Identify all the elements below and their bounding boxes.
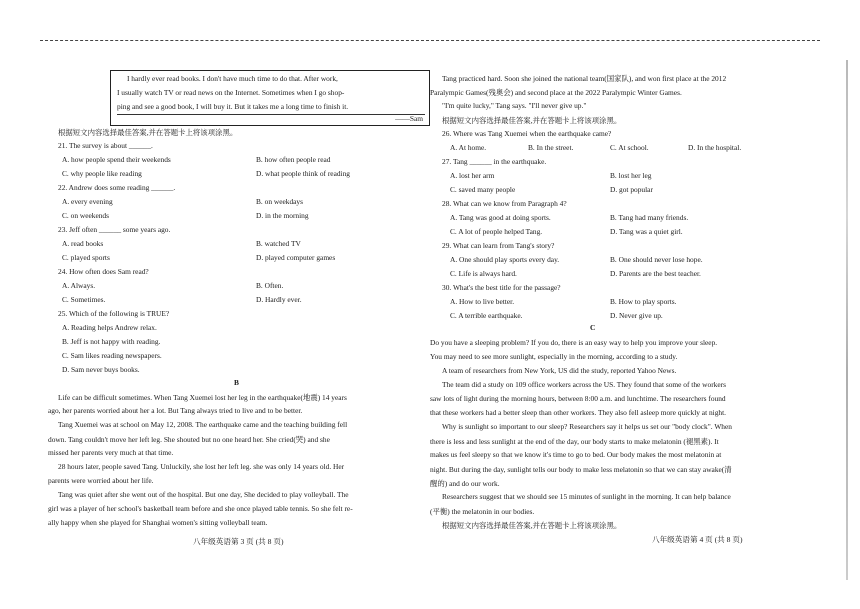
option-30-b[interactable]: B. How to play sports. [610, 297, 677, 306]
option-30-d[interactable]: D. Never give up. [610, 311, 663, 320]
option-25-a[interactable]: A. Reading helps Andrew relax. [62, 323, 157, 332]
option-27-c[interactable]: C. saved many people [450, 185, 516, 194]
question-24: 24. How often does Sam read? [58, 267, 149, 276]
option-27-a[interactable]: A. lost her arm [450, 171, 495, 180]
passage-c-line: 醒的) and do our work. [430, 479, 500, 488]
option-24-a[interactable]: A. Always. [62, 281, 96, 290]
passage-c-line: saw lots of light during the morning hours, between 8:00 a.m. and lunchtime. The researchers found [430, 394, 726, 403]
option-28-b[interactable]: B. Tang had many friends. [610, 213, 689, 222]
option-24-d[interactable]: D. Hardly ever. [256, 295, 302, 304]
section-b-heading: B [234, 378, 239, 387]
box-line: I usually watch TV or read news on the Internet. Sometimes when I go shop- [117, 88, 345, 97]
question-22: 22. Andrew does some reading ______. [58, 183, 176, 192]
option-29-a[interactable]: A. One should play sports every day. [450, 255, 560, 264]
box-signature: ——Sam [395, 114, 423, 123]
passage-b-line: Tang Xuemei was at school on May 12, 2008. The earthquake came and the teaching building fell [58, 420, 348, 429]
option-26-b[interactable]: B. In the street. [528, 143, 574, 152]
question-21: 21. The survey is about ______. [58, 141, 153, 150]
option-21-c[interactable]: C. why people like reading [62, 169, 142, 178]
passage-c-line: Do you have a sleeping problem? If you do, there is an easy way to help you improve your sleep. [430, 338, 718, 347]
box-line: ping and see a good book, I will buy it. But it takes me a long time to finish it. [117, 102, 349, 111]
option-29-d[interactable]: D. Parents are the best teacher. [610, 269, 701, 278]
passage-c-line: there is less and less sunlight at the end of the day, our body starts to make melatonin (褪黑素). It [430, 437, 719, 446]
passage-b-cont-line: Tang practiced hard. Soon she joined the national team(国家队), and won first place at the 2012 [442, 74, 727, 83]
option-25-d[interactable]: D. Sam never buys books. [62, 365, 140, 374]
passage-b-cont-line: "I'm quite lucky," Tang says. "I'll never give up." [442, 101, 587, 110]
passage-c-line: You may need to see more sunlight, especially in the morning, according to a study. [430, 352, 678, 361]
passage-b-line: 28 hours later, people saved Tang. Unluckily, she lost her left leg. she was only 14 years old. Her [58, 462, 345, 471]
option-22-c[interactable]: C. on weekends [62, 211, 110, 220]
box-rule [117, 114, 425, 115]
option-21-a[interactable]: A. how people spend their weekends [62, 155, 171, 164]
passage-c-line: that these workers had a better sleep than other workers. They also fell asleep more quickly at night. [430, 408, 727, 417]
option-28-a[interactable]: A. Tang was good at doing sports. [450, 213, 551, 222]
passage-b-line: down. Tang couldn't move her left leg. She shouted but no one heard her. She cried(哭) and she [48, 435, 330, 444]
option-22-d[interactable]: D. in the morning [256, 211, 309, 220]
top-dashed-line [40, 40, 820, 41]
option-24-b[interactable]: B. Often. [256, 281, 284, 290]
option-23-d[interactable]: D. played computer games [256, 253, 336, 262]
page-edge-shadow [846, 60, 848, 580]
passage-c-line: A team of researchers from New York, US did the study, reported Yahoo News. [442, 366, 677, 375]
page-footer-4: 八年级英语第 4 页 (共 8 页) [652, 535, 743, 544]
option-25-b[interactable]: B. Jeff is not happy with reading. [62, 337, 161, 346]
instruction-text: 根据短文内容选择最佳答案,并在答题卡上将该项涂黑。 [58, 128, 238, 137]
passage-c-line: (平衡) the melatonin in our bodies. [430, 507, 535, 516]
question-29: 29. What can learn from Tang's story? [442, 241, 555, 250]
option-29-c[interactable]: C. Life is always hard. [450, 269, 517, 278]
box-line: I hardly ever read books. I don't have much time to do that. After work, [127, 74, 338, 83]
passage-b-line: Life can be difficult sometimes. When Tang Xuemei lost her leg in the earthquake(地震) 14 years [58, 393, 347, 402]
question-25: 25. Which of the following is TRUE? [58, 309, 170, 318]
passage-b-line: ago, her parents worried about her a lot. But Tang always tried to live and to be better. [48, 406, 303, 415]
option-26-c[interactable]: C. At school. [610, 143, 649, 152]
option-30-c[interactable]: C. A terrible earthquake. [450, 311, 523, 320]
option-23-c[interactable]: C. played sports [62, 253, 110, 262]
question-28: 28. What can we know from Paragraph 4? [442, 199, 567, 208]
question-30: 30. What's the best title for the passage? [442, 283, 561, 292]
passage-b-line: ally happy when she played for Shanghai women's sitting volleyball team. [48, 518, 268, 527]
passage-b-cont-line: Paralympic Games(残奥会) and second place at the 2022 Paralympic Winter Games. [430, 88, 682, 97]
page-footer-3: 八年级英语第 3 页 (共 8 页) [193, 537, 284, 546]
option-26-a[interactable]: A. At home. [450, 143, 487, 152]
option-25-c[interactable]: C. Sam likes reading newspapers. [62, 351, 162, 360]
passage-c-line: makes us feel sleepy so that we know it's time to go to bed. Our body makes the most melatonin at [430, 450, 722, 459]
question-23: 23. Jeff often ______ some years ago. [58, 225, 171, 234]
passage-b-line: missed her parents very much at that time. [48, 448, 174, 457]
option-26-d[interactable]: D. In the hospital. [688, 143, 742, 152]
option-29-b[interactable]: B. One should never lose hope. [610, 255, 703, 264]
option-30-a[interactable]: A. How to live better. [450, 297, 515, 306]
option-28-c[interactable]: C. A lot of people helped Tang. [450, 227, 543, 236]
quote-box-sam [110, 70, 430, 126]
question-26: 26. Where was Tang Xuemei when the earthquake came? [442, 129, 612, 138]
option-22-b[interactable]: B. on weekdays [256, 197, 304, 206]
passage-c-line: night. But during the day, sunlight tells our body to make less melatonin so that we can stay awake(清 [430, 465, 732, 474]
option-22-a[interactable]: A. every evening [62, 197, 113, 206]
option-27-d[interactable]: D. got popular [610, 185, 653, 194]
passage-c-line: Why is sunlight so important to our sleep? Researchers say it helps us set our "body clock". When [442, 422, 732, 431]
option-21-b[interactable]: B. how often people read [256, 155, 331, 164]
passage-c-line: The team did a study on 109 office workers across the US. They found that some of the workers [442, 380, 726, 389]
instruction-text: 根据短文内容选择最佳答案,并在答题卡上将该项涂黑。 [442, 116, 622, 125]
passage-b-line: girl was a player of her school's basketball team before and she once played table tennis. So she felt re- [48, 504, 353, 513]
passage-c-line: Researchers suggest that we should see 15 minutes of sunlight in the morning. It can help balance [442, 492, 731, 501]
question-27: 27. Tang ______ in the earthquake. [442, 157, 547, 166]
option-24-c[interactable]: C. Sometimes. [62, 295, 106, 304]
passage-b-line: parents were worried about her life. [48, 476, 154, 485]
section-c-heading: C [590, 323, 596, 332]
option-23-b[interactable]: B. watched TV [256, 239, 301, 248]
option-27-b[interactable]: B. lost her leg [610, 171, 652, 180]
option-23-a[interactable]: A. read books [62, 239, 104, 248]
option-28-d[interactable]: D. Tang was a quiet girl. [610, 227, 683, 236]
option-21-d[interactable]: D. what people think of reading [256, 169, 350, 178]
instruction-text: 根据短文内容选择最佳答案,并在答题卡上将该项涂黑。 [442, 521, 622, 530]
passage-b-line: Tang was quiet after she went out of the hospital. But one day, She decided to play volleyball. The [58, 490, 349, 499]
